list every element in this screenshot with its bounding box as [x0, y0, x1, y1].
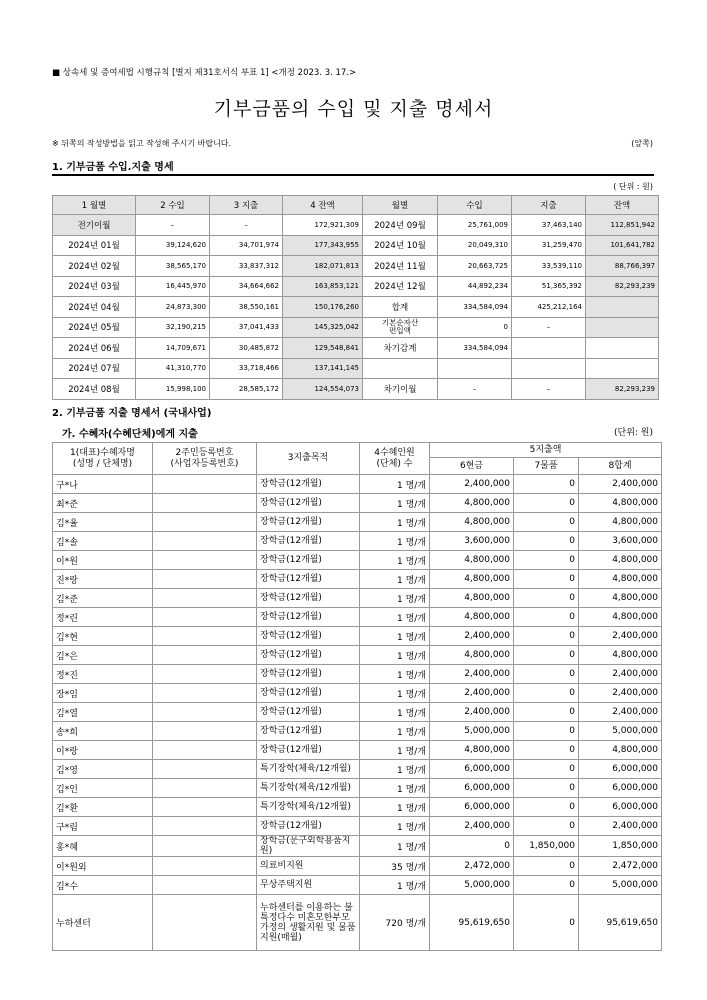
table-row: [53, 475, 662, 494]
table-row: [53, 627, 662, 646]
recipient-name-cell: 최*준: [53, 494, 153, 513]
balance-cell: 182,071,813: [283, 256, 363, 277]
income-cell: 14,709,671: [136, 338, 210, 359]
recipient-count-cell: 35 명/개: [360, 857, 430, 876]
purpose-cell: 장학금(12개월): [257, 703, 360, 722]
goods-cell: 0: [514, 646, 579, 665]
month-cell: 2024년 12월: [363, 276, 438, 297]
balance-cell: 82,293,239: [586, 379, 659, 400]
registration-no-cell: [153, 895, 257, 951]
income-cell: 16,445,970: [136, 276, 210, 297]
purpose-cell: 무상주택지원: [257, 876, 360, 895]
table-row: [53, 317, 659, 338]
balance-cell: 101,641,782: [586, 235, 659, 256]
cash-cell: 2,400,000: [430, 627, 514, 646]
table-header-row: [53, 443, 662, 458]
col-total: 8합계: [579, 458, 662, 475]
registration-no-cell: [153, 857, 257, 876]
recipient-name-cell: 김*준: [53, 589, 153, 608]
table-row: [53, 379, 659, 400]
col-cash: 6현금: [430, 458, 514, 475]
total-cell: 1,850,000: [579, 836, 662, 857]
registration-no-cell: [153, 494, 257, 513]
balance-cell: 150,176,260: [283, 297, 363, 318]
purpose-cell: 장학금(12개월): [257, 532, 360, 551]
goods-cell: 0: [514, 627, 579, 646]
month-cell: 2024년 09월: [363, 215, 438, 236]
income-cell: 334,584,094: [438, 297, 512, 318]
recipient-name-cell: 김*솔: [53, 532, 153, 551]
section1-unit: ( 단위 : 원): [613, 182, 653, 191]
table-header-row: [53, 196, 659, 215]
section2-subtitle: 가. 수혜자(수혜단체)에게 지출: [62, 429, 198, 440]
income-cell: 25,761,009: [438, 215, 512, 236]
expense-cell: 51,365,392: [512, 276, 586, 297]
recipient-count-cell: 1 명/개: [360, 817, 430, 836]
month-cell: 2024년 07월: [53, 358, 136, 379]
registration-no-cell: [153, 798, 257, 817]
recipient-name-cell: 송*희: [53, 722, 153, 741]
cash-cell: 2,400,000: [430, 703, 514, 722]
recipient-count-cell: 1 명/개: [360, 836, 430, 857]
total-cell: 4,800,000: [579, 570, 662, 589]
total-cell: 4,800,000: [579, 551, 662, 570]
cash-cell: 4,800,000: [430, 589, 514, 608]
page-title: 기부금품의 수입 및 지출 명세서: [213, 98, 494, 120]
expense-cell: 37,041,433: [210, 317, 283, 338]
cash-cell: 4,800,000: [430, 646, 514, 665]
section-divider: [52, 174, 654, 176]
month-cell: 2024년 08월: [53, 379, 136, 400]
cash-cell: 4,800,000: [430, 494, 514, 513]
table-row: [53, 760, 662, 779]
table-row: [53, 798, 662, 817]
month-cell: 기본순자산 편입액: [363, 317, 438, 338]
registration-no-cell: [153, 570, 257, 589]
section2-unit: (단위: 원): [614, 428, 653, 438]
recipient-name-cell: 정*진: [53, 665, 153, 684]
month-cell: 합계: [363, 297, 438, 318]
income-cell: 20,663,725: [438, 256, 512, 277]
col-recipient-name: 1(대표)수혜자명 (성명 / 단체명): [53, 443, 153, 475]
cash-cell: 6,000,000: [430, 798, 514, 817]
expense-cell: –: [512, 317, 586, 338]
total-cell: 2,400,000: [579, 627, 662, 646]
balance-cell: [586, 297, 659, 318]
total-cell: 2,400,000: [579, 684, 662, 703]
cash-cell: 2,400,000: [430, 817, 514, 836]
cash-cell: 3,600,000: [430, 532, 514, 551]
recipient-count-cell: 1 명/개: [360, 513, 430, 532]
goods-cell: 0: [514, 665, 579, 684]
table-row: [53, 570, 662, 589]
month-cell: 2024년 10월: [363, 235, 438, 256]
month-cell: 차기감계: [363, 338, 438, 359]
month-cell: 2024년 03월: [53, 276, 136, 297]
cash-cell: 2,400,000: [430, 475, 514, 494]
month-cell: [363, 358, 438, 379]
section1-title: 1. 기부금품 수입.지출 명세: [52, 162, 174, 173]
recipient-name-cell: 이*원: [53, 551, 153, 570]
section2-title: 2. 기부금품 지출 명세서 (국내사업): [52, 408, 212, 419]
recipient-count-cell: 1 명/개: [360, 475, 430, 494]
recipient-name-cell: 구*나: [53, 475, 153, 494]
registration-no-cell: [153, 703, 257, 722]
table-row: [53, 665, 662, 684]
registration-no-cell: [153, 876, 257, 895]
table-row: [53, 608, 662, 627]
recipient-count-cell: 1 명/개: [360, 779, 430, 798]
expense-cell: [512, 358, 586, 379]
expense-cell: –: [210, 215, 283, 236]
recipient-count-cell: 1 명/개: [360, 876, 430, 895]
table-row: [53, 684, 662, 703]
recipient-name-cell: 김*은: [53, 646, 153, 665]
recipient-count-cell: 1 명/개: [360, 532, 430, 551]
total-cell: 3,600,000: [579, 532, 662, 551]
recipient-name-cell: 김*인: [53, 779, 153, 798]
col-month: 1 월별: [53, 196, 136, 215]
table-row: [53, 876, 662, 895]
recipient-count-cell: 1 명/개: [360, 646, 430, 665]
registration-no-cell: [153, 513, 257, 532]
col-goods: 7물품: [514, 458, 579, 475]
expense-cell: 33,718,466: [210, 358, 283, 379]
month-cell: 2024년 11월: [363, 256, 438, 277]
expense-cell: 38,550,161: [210, 297, 283, 318]
table-row: [53, 646, 662, 665]
purpose-cell: 장학금(문구외학용품지원): [257, 836, 360, 857]
recipient-count-cell: 1 명/개: [360, 665, 430, 684]
recipient-count-cell: 1 명/개: [360, 551, 430, 570]
purpose-cell: 의료비지원: [257, 857, 360, 876]
table-row: [53, 276, 659, 297]
page-side-label: (앞쪽): [631, 139, 653, 148]
cash-cell: 5,000,000: [430, 722, 514, 741]
balance-cell: [586, 338, 659, 359]
purpose-cell: 장학금(12개월): [257, 551, 360, 570]
total-cell: 4,800,000: [579, 608, 662, 627]
purpose-cell: 장학금(12개월): [257, 665, 360, 684]
instruction-note: ※ 뒤쪽의 작성방법을 읽고 작성해 주시기 바랍니다.: [52, 139, 232, 148]
total-cell: 6,000,000: [579, 779, 662, 798]
table-row: [53, 551, 662, 570]
total-cell: 4,800,000: [579, 646, 662, 665]
cash-cell: 6,000,000: [430, 760, 514, 779]
goods-cell: 0: [514, 741, 579, 760]
income-cell: 38,565,170: [136, 256, 210, 277]
registration-no-cell: [153, 779, 257, 798]
registration-no-cell: [153, 741, 257, 760]
month-cell: 2024년 05월: [53, 317, 136, 338]
registration-no-cell: [153, 836, 257, 857]
table-row: [53, 338, 659, 359]
total-cell: 2,400,000: [579, 665, 662, 684]
goods-cell: 0: [514, 876, 579, 895]
recipient-name-cell: 진*랑: [53, 570, 153, 589]
table-row: [53, 895, 662, 951]
purpose-cell: 장학금(12개월): [257, 570, 360, 589]
total-cell: 2,400,000: [579, 817, 662, 836]
total-cell: 2,400,000: [579, 475, 662, 494]
cash-cell: 0: [430, 836, 514, 857]
recipient-name-cell: 김*영: [53, 760, 153, 779]
goods-cell: 1,850,000: [514, 836, 579, 857]
cash-cell: 6,000,000: [430, 779, 514, 798]
income-cell: –: [438, 379, 512, 400]
month-cell: 2024년 02월: [53, 256, 136, 277]
balance-cell: 129,548,841: [283, 338, 363, 359]
col-income-2: 수입: [438, 196, 512, 215]
total-cell: 4,800,000: [579, 494, 662, 513]
goods-cell: 0: [514, 551, 579, 570]
balance-cell: 82,293,239: [586, 276, 659, 297]
table-row: [53, 532, 662, 551]
table-row: [53, 779, 662, 798]
col-recipient-count: 4수혜인원 (단체) 수: [360, 443, 430, 475]
income-cell: 32,190,215: [136, 317, 210, 338]
purpose-cell: 장학금(12개월): [257, 608, 360, 627]
income-cell: 39,124,620: [136, 235, 210, 256]
total-cell: 2,472,000: [579, 857, 662, 876]
registration-no-cell: [153, 532, 257, 551]
col-purpose: 3지출목적: [257, 443, 360, 475]
col-expense-2: 지출: [512, 196, 586, 215]
goods-cell: 0: [514, 760, 579, 779]
table-row: [53, 741, 662, 760]
expense-cell: 34,664,662: [210, 276, 283, 297]
expense-cell: 31,259,470: [512, 235, 586, 256]
expense-cell: 28,585,172: [210, 379, 283, 400]
purpose-cell: 장학금(12개월): [257, 475, 360, 494]
table-row: [53, 358, 659, 379]
col-month-2: 월별: [363, 196, 438, 215]
expense-cell: 33,539,110: [512, 256, 586, 277]
registration-no-cell: [153, 760, 257, 779]
expense-cell: [512, 338, 586, 359]
income-cell: 24,873,300: [136, 297, 210, 318]
cash-cell: 5,000,000: [430, 876, 514, 895]
month-cell: 전기이월: [53, 215, 136, 236]
cash-cell: 95,619,650: [430, 895, 514, 951]
income-cell: 20,049,310: [438, 235, 512, 256]
recipient-count-cell: 1 명/개: [360, 703, 430, 722]
balance-cell: 124,554,073: [283, 379, 363, 400]
goods-cell: 0: [514, 703, 579, 722]
table-row: [53, 589, 662, 608]
recipient-count-cell: 1 명/개: [360, 760, 430, 779]
table-row: [53, 722, 662, 741]
purpose-cell: 장학금(12개월): [257, 817, 360, 836]
recipient-count-cell: 1 명/개: [360, 494, 430, 513]
goods-cell: 0: [514, 857, 579, 876]
table-row: [53, 297, 659, 318]
recipient-count-cell: 1 명/개: [360, 722, 430, 741]
purpose-cell: 장학금(12개월): [257, 494, 360, 513]
table-row: [53, 857, 662, 876]
goods-cell: 0: [514, 608, 579, 627]
registration-no-cell: [153, 684, 257, 703]
col-registration-no: 2주민등록번호 (사업자등록번호): [153, 443, 257, 475]
balance-cell: [586, 358, 659, 379]
month-cell: 2024년 04월: [53, 297, 136, 318]
recipient-name-cell: 김*수: [53, 876, 153, 895]
form-header: ■ 상속세 및 증여세법 시행규칙 [별지 제31호서식 부표 1] <개정 2023. 3. 17.>: [52, 68, 357, 78]
balance-cell: 88,766,397: [586, 256, 659, 277]
expense-cell: 425,212,164: [512, 297, 586, 318]
purpose-cell: 특기장학(체육/12개월): [257, 779, 360, 798]
col-income: 2 수입: [136, 196, 210, 215]
purpose-cell: 장학금(12개월): [257, 627, 360, 646]
expense-cell: 34,701,974: [210, 235, 283, 256]
goods-cell: 0: [514, 722, 579, 741]
total-cell: 5,000,000: [579, 876, 662, 895]
table-row: [53, 215, 659, 236]
balance-cell: 163,853,121: [283, 276, 363, 297]
total-cell: 4,800,000: [579, 589, 662, 608]
income-cell: 44,892,234: [438, 276, 512, 297]
goods-cell: 0: [514, 895, 579, 951]
balance-cell: [586, 317, 659, 338]
table-row: [53, 836, 662, 857]
purpose-cell: 장학금(12개월): [257, 684, 360, 703]
table-row: [53, 817, 662, 836]
registration-no-cell: [153, 475, 257, 494]
expense-cell: 33,837,312: [210, 256, 283, 277]
purpose-cell: 장학금(12개월): [257, 646, 360, 665]
total-cell: 6,000,000: [579, 798, 662, 817]
registration-no-cell: [153, 665, 257, 684]
income-cell: –: [136, 215, 210, 236]
balance-cell: 145,325,042: [283, 317, 363, 338]
month-cell: 2024년 06월: [53, 338, 136, 359]
goods-cell: 0: [514, 779, 579, 798]
recipient-count-cell: 1 명/개: [360, 627, 430, 646]
income-cell: 15,998,100: [136, 379, 210, 400]
purpose-cell: 누하센터를 이용하는 불특정다수 미혼모한부모가정의 생활지원 및 물품지원(매월): [257, 895, 360, 951]
recipient-count-cell: 1 명/개: [360, 684, 430, 703]
recipient-name-cell: 김*현: [53, 627, 153, 646]
table-row: [53, 703, 662, 722]
cash-cell: 4,800,000: [430, 570, 514, 589]
recipient-name-cell: 누하센터: [53, 895, 153, 951]
goods-cell: 0: [514, 475, 579, 494]
purpose-cell: 장학금(12개월): [257, 722, 360, 741]
purpose-cell: 특기장학(체육/12개월): [257, 760, 360, 779]
recipient-count-cell: 1 명/개: [360, 589, 430, 608]
recipient-name-cell: 정*린: [53, 608, 153, 627]
cash-cell: 4,800,000: [430, 551, 514, 570]
table-row: [53, 256, 659, 277]
col-balance: 4 잔액: [283, 196, 363, 215]
recipient-name-cell: 김*환: [53, 798, 153, 817]
col-expense: 3 지출: [210, 196, 283, 215]
goods-cell: 0: [514, 798, 579, 817]
recipient-name-cell: 장*임: [53, 684, 153, 703]
col-balance-2: 잔액: [586, 196, 659, 215]
goods-cell: 0: [514, 532, 579, 551]
goods-cell: 0: [514, 589, 579, 608]
goods-cell: 0: [514, 494, 579, 513]
recipient-count-cell: 1 명/개: [360, 741, 430, 760]
recipient-count-cell: 1 명/개: [360, 608, 430, 627]
expense-cell: 37,463,140: [512, 215, 586, 236]
recipient-name-cell: 이*원외: [53, 857, 153, 876]
purpose-cell: 장학금(12개월): [257, 741, 360, 760]
cash-cell: 4,800,000: [430, 513, 514, 532]
registration-no-cell: [153, 627, 257, 646]
income-cell: 0: [438, 317, 512, 338]
balance-cell: 112,851,942: [586, 215, 659, 236]
purpose-cell: 장학금(12개월): [257, 589, 360, 608]
income-cell: 41,310,770: [136, 358, 210, 379]
table-row: [53, 513, 662, 532]
balance-cell: 172,921,309: [283, 215, 363, 236]
recipient-count-cell: 1 명/개: [360, 570, 430, 589]
table-row: [53, 235, 659, 256]
total-cell: 4,800,000: [579, 513, 662, 532]
recipient-name-cell: 김*열: [53, 703, 153, 722]
month-cell: 차기이월: [363, 379, 438, 400]
cash-cell: 4,800,000: [430, 741, 514, 760]
registration-no-cell: [153, 551, 257, 570]
table-row: [53, 494, 662, 513]
cash-cell: 2,400,000: [430, 665, 514, 684]
total-cell: 5,000,000: [579, 722, 662, 741]
total-cell: 6,000,000: [579, 760, 662, 779]
col-amount: 5지출액: [430, 443, 662, 458]
income-expense-table: [52, 195, 659, 400]
total-cell: 4,800,000: [579, 741, 662, 760]
total-cell: 2,400,000: [579, 703, 662, 722]
expense-cell: 30,485,872: [210, 338, 283, 359]
balance-cell: 137,141,145: [283, 358, 363, 379]
registration-no-cell: [153, 722, 257, 741]
income-cell: 334,584,094: [438, 338, 512, 359]
registration-no-cell: [153, 646, 257, 665]
recipient-name-cell: 홍*혜: [53, 836, 153, 857]
registration-no-cell: [153, 817, 257, 836]
recipient-name-cell: 구*림: [53, 817, 153, 836]
expense-cell: –: [512, 379, 586, 400]
balance-cell: 177,343,955: [283, 235, 363, 256]
goods-cell: 0: [514, 817, 579, 836]
purpose-cell: 장학금(12개월): [257, 513, 360, 532]
goods-cell: 0: [514, 513, 579, 532]
total-cell: 95,619,650: [579, 895, 662, 951]
goods-cell: 0: [514, 684, 579, 703]
recipient-name-cell: 이*랑: [53, 741, 153, 760]
recipient-count-cell: 720 명/개: [360, 895, 430, 951]
income-cell: [438, 358, 512, 379]
purpose-cell: 특기장학(체육/12개월): [257, 798, 360, 817]
cash-cell: 4,800,000: [430, 608, 514, 627]
registration-no-cell: [153, 589, 257, 608]
recipient-name-cell: 김*율: [53, 513, 153, 532]
cash-cell: 2,472,000: [430, 857, 514, 876]
registration-no-cell: [153, 608, 257, 627]
goods-cell: 0: [514, 570, 579, 589]
cash-cell: 2,400,000: [430, 684, 514, 703]
beneficiary-expense-table: [52, 442, 662, 951]
recipient-count-cell: 1 명/개: [360, 798, 430, 817]
month-cell: 2024년 01월: [53, 235, 136, 256]
